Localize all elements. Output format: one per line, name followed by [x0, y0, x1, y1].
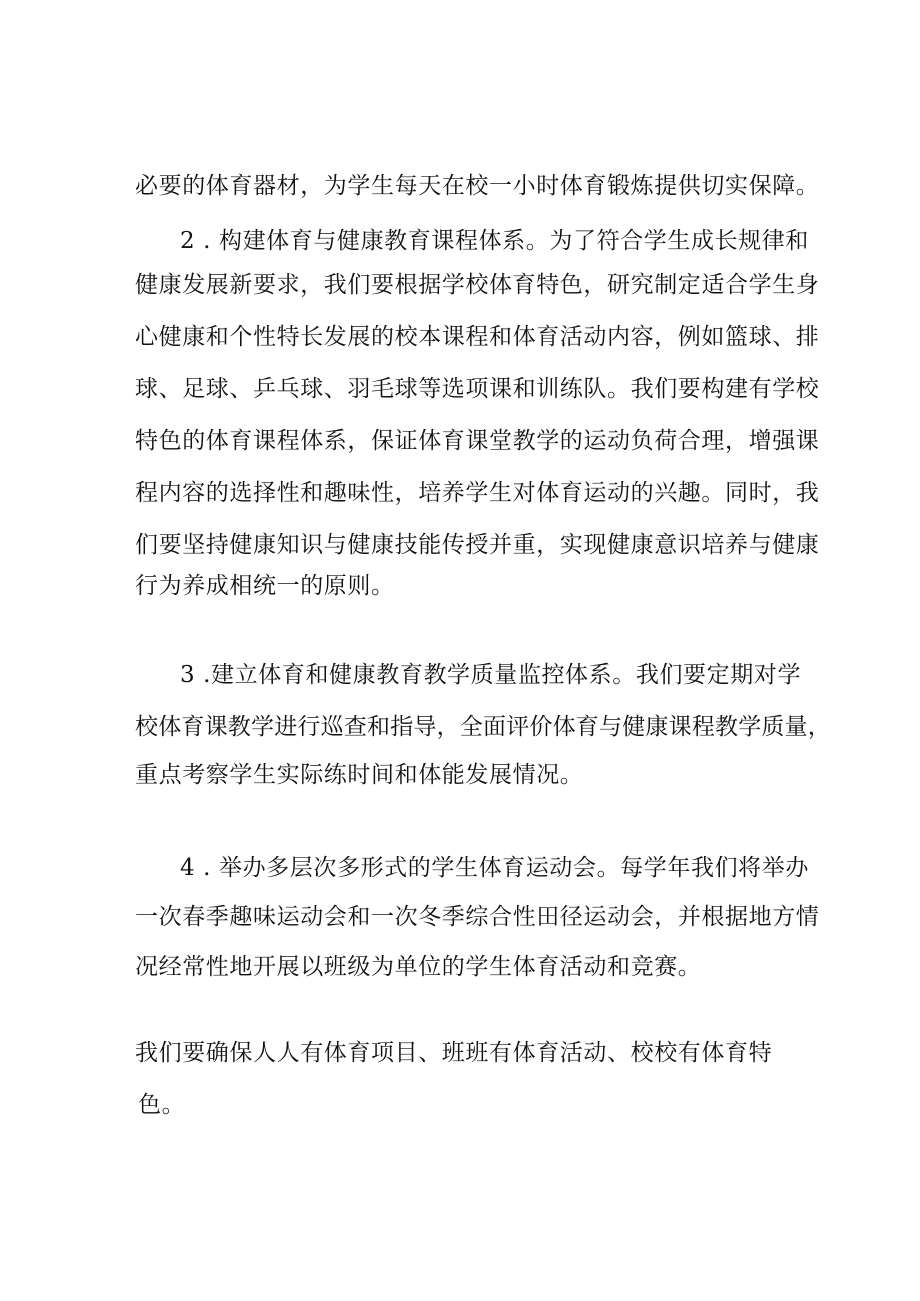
paragraph-3-first-line: 3 .建立体育和健康教育教学质量监控体系。我们要定期对学 — [180, 662, 802, 688]
paragraph-2-first-line: 2 . 构建体育与健康教育课程体系。为了符合学生成长规律和 — [180, 228, 809, 254]
text-line: 一次春季趣味运动会和一次冬季综合性田径运动会，并根据地方情 — [135, 904, 820, 930]
text-line: 重点考察学生实际练时间和体能发展情况。 — [135, 762, 584, 788]
closing-paragraph-line: 色。 — [138, 1092, 186, 1118]
paragraph-4-first-line: 4 . 举办多层次多形式的学生体育运动会。每学年我们将举办 — [180, 855, 809, 881]
text-line: 特色的体育课程体系，保证体育课堂教学的运动负荷合理，增强课 — [135, 428, 820, 454]
text-line: 健康发展新要求，我们要根据学校体育特色，研究制定适合学生身 — [135, 272, 820, 298]
text-line: 心健康和个性特长发展的校本课程和体育活动内容，例如篮球、排 — [135, 324, 820, 350]
closing-paragraph-line: 我们要确保人人有体育项目、班班有体育活动、校校有体育特 — [135, 1040, 773, 1066]
text-line: 校体育课教学进行巡查和指导，全面评价体育与健康课程教学质量， — [135, 714, 831, 740]
text-line: 们要坚持健康知识与健康技能传授并重，实现健康意识培养与健康 — [135, 532, 820, 558]
text-line: 球、足球、乒乓球、羽毛球等选项课和训练队。我们要构建有学校 — [135, 376, 820, 402]
text-line: 程内容的选择性和趣味性，培养学生对体育运动的兴趣。同时，我 — [135, 480, 820, 506]
text-line: 况经常性地开展以班级为单位的学生体育活动和竞赛。 — [135, 954, 702, 980]
text-line: 行为养成相统一的原则。 — [135, 573, 395, 599]
text-line: 必要的体育器材，为学生每天在校一小时体育锻炼提供切实保障。 — [135, 173, 820, 199]
